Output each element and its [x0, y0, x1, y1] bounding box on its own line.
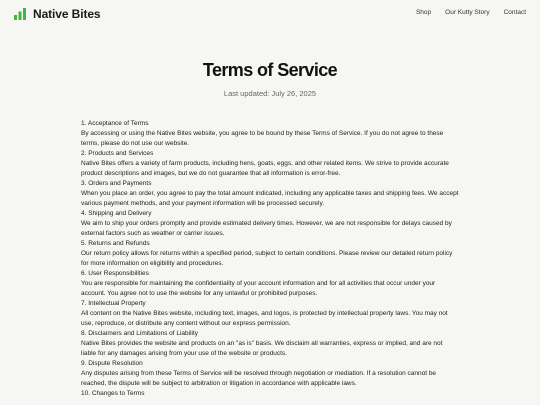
section-body: We aim to ship your orders promptly and provide estimated delivery times. However, we are not responsible for delays caused by external factors such as weather or carrier issues. — [81, 220, 452, 237]
main-nav — [416, 9, 526, 16]
terms-section — [81, 389, 459, 399]
section-title: 8. Disclaimers and Limitations of Liability — [81, 330, 199, 337]
terms-section — [81, 359, 459, 389]
section-body: All content on the Native Bites website, including text, images, and logos, is protected by intellectual property laws. You may not use, reproduce, or distribute any content without our express permission. — [81, 310, 448, 327]
section-body: You are responsible for maintaining the confidentiality of your account information and for all activities that occur under your account. You agree not to use the website for any unlawful or prohibited purposes. — [81, 280, 436, 297]
section-body: Any disputes arising from these Terms of Service will be resolved through negotiation or mediation. If a resolution cannot be reached, the dispute will be subject to arbitration or litigation in accordance with applicable laws. — [81, 370, 437, 387]
section-title: 2. Products and Services — [81, 150, 154, 157]
terms-section — [81, 179, 459, 209]
section-title: 5. Returns and Refunds — [81, 240, 150, 247]
section-title: 6. User Responsibilities — [81, 270, 149, 277]
nav-link-shop[interactable]: Shop — [415, 9, 432, 16]
section-body: Native Bites provides the website and products on an "as is" basis. We disclaim all warranties, express or implied, and are not liable for any damages arising from your use of the website or products. — [81, 340, 443, 357]
terms-section — [81, 209, 459, 239]
brand-logo[interactable] — [14, 7, 101, 21]
site-header — [0, 0, 540, 28]
section-title: 3. Orders and Payments — [81, 180, 152, 187]
section-title: 10. Changes to Terms — [81, 390, 145, 397]
section-body: Our return policy allows for returns within a specified period, subject to certain conditions. Please review our detailed return policy for more information on eligibility and procedures. — [81, 250, 453, 267]
nav-link-our-kutty-story[interactable]: Our Kutty Story — [445, 9, 490, 16]
terms-section — [81, 149, 459, 179]
section-body: When you place an order, you agree to pay the total amount indicated, including any applicable taxes and shipping fees. We accept various payment methods, and your payment information will be processed securely. — [81, 190, 459, 207]
brand-name: Native Bites — [33, 7, 101, 21]
terms-section — [81, 239, 459, 269]
section-title: 9. Dispute Resolution — [81, 360, 143, 367]
terms-section — [81, 329, 459, 359]
nav-link-contact[interactable]: Contact — [503, 9, 526, 16]
last-updated: Last updated: July 26, 2025 — [223, 89, 317, 98]
terms-content — [81, 119, 459, 399]
section-title: 1. Acceptance of Terms — [81, 120, 149, 127]
section-title: 7. Intellectual Property — [81, 300, 146, 307]
section-title: 4. Shipping and Delivery — [81, 210, 152, 217]
section-body: By accessing or using the Native Bites website, you agree to be bound by these Terms of Service. If you do not agree to these terms, please do not use our website. — [81, 130, 444, 147]
terms-section — [81, 119, 459, 149]
terms-section — [81, 269, 459, 299]
terms-section — [81, 299, 459, 329]
section-body: Native Bites offers a variety of farm products, including hens, goats, eggs, and other related items. We strive to provide accurate product descriptions and images, but we do not guarantee that all information is error-free. — [81, 160, 449, 177]
bar-chart-logo-icon — [14, 8, 26, 20]
page-title: Terms of Service — [202, 60, 338, 80]
